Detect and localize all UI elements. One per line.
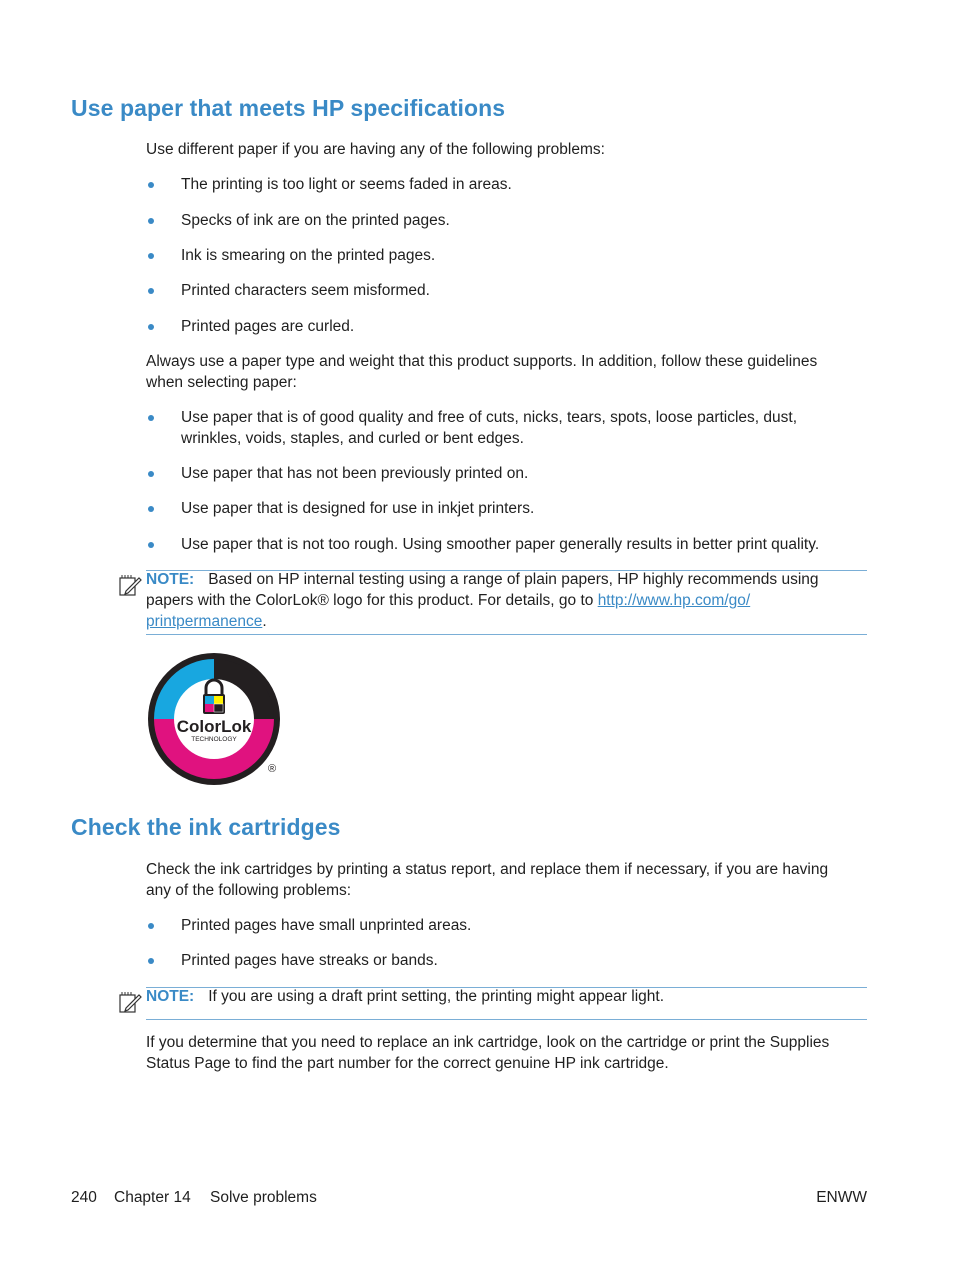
note-paper bbox=[146, 569, 856, 632]
note-draft bbox=[146, 986, 856, 1007]
footer-chapter-title: Solve problems bbox=[210, 1189, 317, 1206]
section-title-paper: Use paper that meets HP specifications bbox=[71, 95, 506, 121]
note-label: NOTE: bbox=[146, 988, 195, 1005]
closing-line1: If you determine that you need to replace an ink cartridge, look on the cartridge or print the Supplies bbox=[146, 1034, 830, 1051]
list-item-line: wrinkles, voids, staples, and curled or bent edges. bbox=[181, 430, 524, 447]
guidelines-intro-line2: when selecting paper: bbox=[146, 374, 297, 391]
list-item: Printed characters seem misformed. bbox=[181, 282, 430, 299]
guidelines-intro-line1: Always use a paper type and weight that this product supports. In addition, follow these guidelines bbox=[146, 353, 818, 370]
list-item: Use paper that is not too rough. Using smoother paper generally results in better print quality. bbox=[181, 536, 820, 553]
footer-enww: ENWW bbox=[816, 1189, 867, 1206]
section2-intro-line2: any of the following problems: bbox=[146, 882, 352, 899]
list-item: Printed pages are curled. bbox=[181, 318, 355, 335]
bullet bbox=[148, 210, 158, 231]
logo-subtitle: TECHNOLOGY bbox=[191, 736, 237, 743]
note-line1: Based on HP internal testing using a range of plain papers, HP highly recommends using bbox=[208, 571, 819, 588]
bullet bbox=[148, 245, 158, 266]
bullet bbox=[148, 463, 158, 484]
note-pencil-icon bbox=[118, 990, 142, 1014]
list-item: Printed pages have streaks or bands. bbox=[181, 952, 438, 969]
hp-permanence-link[interactable]: http://www.hp.com/go/ bbox=[597, 592, 751, 609]
note-label: NOTE: bbox=[146, 571, 195, 588]
bullet bbox=[148, 316, 158, 337]
note-pencil-icon bbox=[118, 573, 142, 597]
guidelines-intro bbox=[146, 351, 856, 393]
list-item bbox=[181, 407, 851, 449]
note-line2: papers with the ColorLok® logo for this product. For details, go to bbox=[146, 592, 598, 609]
list-item: Use paper that has not been previously printed on. bbox=[181, 465, 529, 482]
closing-paragraph bbox=[146, 1032, 856, 1074]
logo-wordmark: ColorLok bbox=[176, 717, 252, 736]
logo-registered-mark: ® bbox=[267, 763, 277, 775]
list-item: The printing is too light or seems faded in areas. bbox=[181, 176, 512, 193]
bullet bbox=[148, 534, 158, 555]
bullet bbox=[148, 498, 158, 519]
bullet bbox=[148, 407, 158, 428]
hp-permanence-link-continued[interactable]: printpermanence bbox=[146, 613, 263, 630]
note-bottom-rule bbox=[146, 634, 867, 635]
list-item-line: Use paper that is of good quality and free of cuts, nicks, tears, spots, loose particles, dust, bbox=[181, 409, 798, 426]
bullet bbox=[148, 174, 158, 195]
list-item: Use paper that is designed for use in inkjet printers. bbox=[181, 500, 535, 517]
bullet bbox=[148, 280, 158, 301]
section2-intro bbox=[146, 859, 856, 901]
bullet bbox=[148, 915, 158, 936]
section1-intro: Use different paper if you are having any of the following problems: bbox=[146, 141, 605, 158]
list-item: Ink is smearing on the printed pages. bbox=[181, 247, 436, 264]
list-item: Specks of ink are on the printed pages. bbox=[181, 212, 450, 229]
note-period: . bbox=[262, 613, 267, 630]
note2-bottom-rule bbox=[146, 1019, 867, 1020]
colorlok-logo bbox=[146, 652, 286, 786]
section2-intro-line1: Check the ink cartridges by printing a status report, and replace them if necessary, if you are having bbox=[146, 861, 829, 878]
bullet bbox=[148, 950, 158, 971]
closing-line2: Status Page to find the part number for the correct genuine HP ink cartridge. bbox=[146, 1055, 669, 1072]
footer-chapter: Chapter 14 bbox=[114, 1189, 191, 1206]
page-number: 240 bbox=[71, 1189, 97, 1206]
note-text: If you are using a draft print setting, the printing might appear light. bbox=[208, 988, 665, 1005]
section-title-cartridges: Check the ink cartridges bbox=[71, 814, 341, 840]
list-item: Printed pages have small unprinted areas. bbox=[181, 917, 472, 934]
